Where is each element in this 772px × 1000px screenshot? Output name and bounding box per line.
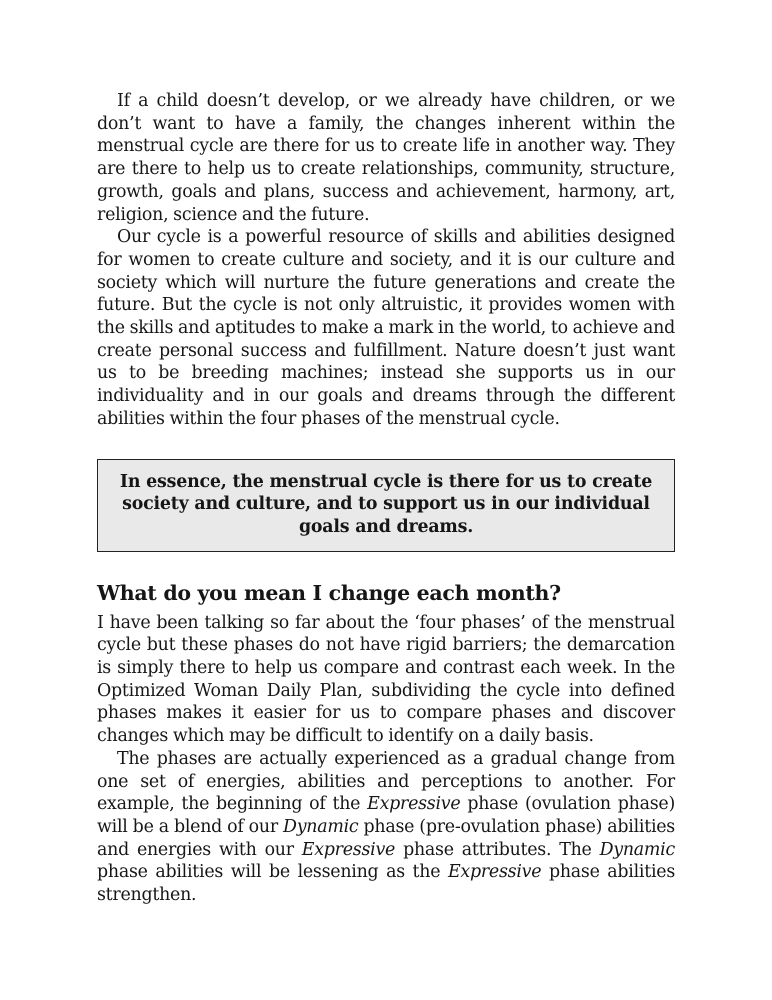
section-heading: What do you mean I change each month? — [97, 580, 561, 605]
paragraph-cycle-resource: Our cycle is a powerful resource of skills and abilities designed for women to create culture and society, and it is our culture and society which will nurture the future generations and create the future. But the cycle is not only altruistic, it provides women with the skills and aptitudes to make a mark in the world, to achieve and create personal success and fulfillment. Nature doesn’t just want us to be breeding machines; instead she supports us in our individuality and in our goals and dreams through the different abilities within the four phases of the menstrual cycle. — [97, 227, 675, 429]
phase-name-expressive: Expressive — [367, 794, 461, 815]
callout-text: In essence, the menstrual cycle is there for us to create society and culture, and to support us in our individual goals and dreams. — [119, 471, 653, 537]
phase-name-expressive: Expressive — [447, 862, 542, 883]
text-run: phase (pre-ovulation phase) abilities and energies with our — [97, 816, 675, 860]
text-run: phase abilities will be lessening as the — [97, 862, 448, 883]
phase-name-expressive: Expressive — [301, 839, 396, 860]
text-run: The phases are actually experienced as a gradual change from one set of energies, abilities and perceptions to another. For example, the beginning of the — [97, 748, 675, 815]
phase-name-dynamic: Dynamic — [599, 839, 675, 860]
text-run: phase (ovulation phase) will be a blend of our — [97, 794, 675, 837]
text-run: phase attributes. The — [395, 839, 600, 860]
paragraph-child-development: If a child doesn’t develop, or we already have children, or we don’t want to have a family, the changes inherent within the menstrual cycle are there for us to create life in another way. They are there to help us to create relationships, community, structure, growth, goals and plans, success and achievement, harmony, art, religion, science and the future. — [97, 91, 675, 225]
callout-box — [97, 459, 675, 552]
paragraph-four-phases: I have been talking so far about the ‘four phases’ of the menstrual cycle but these phases do not have rigid barriers; the demarcation is simply there to help us compare and contrast each week. In the Optimized Woman Daily Plan, subdividing the cycle into defined phases makes it easier for us to compare phases and discover changes which may be difficult to identify on a daily basis. — [97, 612, 675, 747]
text-run: phase abilities strengthen. — [97, 862, 675, 906]
paragraph-gradual-change — [97, 748, 675, 907]
document-page — [97, 90, 675, 907]
phase-name-dynamic: Dynamic — [283, 816, 359, 837]
